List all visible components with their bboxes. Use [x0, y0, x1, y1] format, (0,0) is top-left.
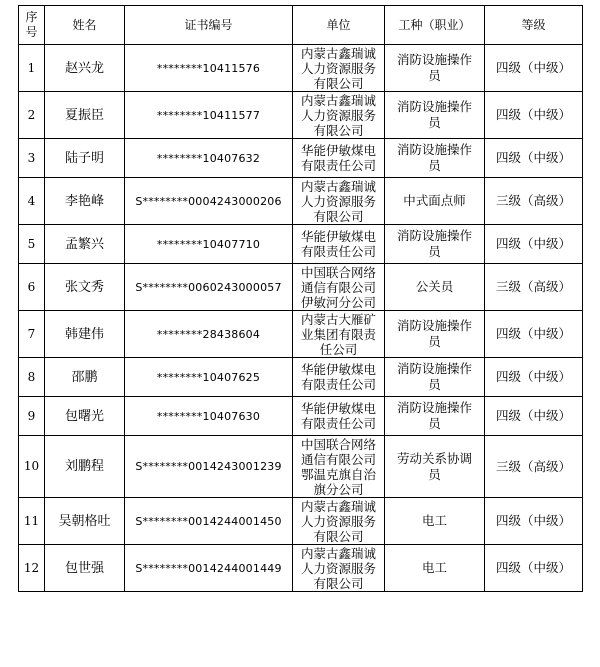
cell-cert: ********10411577	[125, 92, 293, 139]
cell-index: 4	[19, 178, 45, 225]
header-unit: 单位	[293, 6, 385, 45]
cell-unit: 内蒙古鑫瑞诚人力资源服务有限公司	[293, 92, 385, 139]
table-row	[19, 498, 583, 545]
cell-job: 公关员	[385, 264, 485, 311]
cell-cert: ********10407632	[125, 139, 293, 178]
cell-job: 中式面点师	[385, 178, 485, 225]
cell-job: 消防设施操作员	[385, 225, 485, 264]
cell-index: 8	[19, 358, 45, 397]
cell-index: 2	[19, 92, 45, 139]
cell-level: 四级（中级）	[485, 358, 583, 397]
cell-name: 李艳峰	[45, 178, 125, 225]
certificate-table	[18, 5, 583, 592]
cell-level: 四级（中级）	[485, 311, 583, 358]
cell-unit: 华能伊敏煤电有限责任公司	[293, 358, 385, 397]
cell-cert: S********0014244001450	[125, 498, 293, 545]
cell-job: 消防设施操作员	[385, 311, 485, 358]
cell-unit: 内蒙古大雁矿业集团有限责任公司	[293, 311, 385, 358]
cell-name: 夏振臣	[45, 92, 125, 139]
table-row	[19, 264, 583, 311]
table-row	[19, 545, 583, 592]
table-row	[19, 178, 583, 225]
cell-index: 5	[19, 225, 45, 264]
cell-cert: ********10411576	[125, 45, 293, 92]
cell-unit: 内蒙古鑫瑞诚人力资源服务有限公司	[293, 178, 385, 225]
cell-level: 四级（中级）	[485, 545, 583, 592]
cell-index: 11	[19, 498, 45, 545]
cell-job: 电工	[385, 498, 485, 545]
cell-name: 张文秀	[45, 264, 125, 311]
table-row	[19, 436, 583, 498]
cell-unit: 内蒙古鑫瑞诚人力资源服务有限公司	[293, 45, 385, 92]
cell-unit: 中国联合网络通信有限公司伊敏河分公司	[293, 264, 385, 311]
table-row	[19, 92, 583, 139]
cell-name: 赵兴龙	[45, 45, 125, 92]
cell-name: 包曙光	[45, 397, 125, 436]
cell-unit: 华能伊敏煤电有限责任公司	[293, 139, 385, 178]
cell-job: 消防设施操作员	[385, 92, 485, 139]
cell-job: 消防设施操作员	[385, 45, 485, 92]
header-cert: 证书编号	[125, 6, 293, 45]
cell-cert: ********10407630	[125, 397, 293, 436]
table-row	[19, 397, 583, 436]
cell-index: 7	[19, 311, 45, 358]
table-row	[19, 225, 583, 264]
cell-unit: 内蒙古鑫瑞诚人力资源服务有限公司	[293, 545, 385, 592]
cell-index: 3	[19, 139, 45, 178]
table-row	[19, 311, 583, 358]
cell-level: 四级（中级）	[485, 92, 583, 139]
cell-index: 6	[19, 264, 45, 311]
cell-unit: 华能伊敏煤电有限责任公司	[293, 397, 385, 436]
cell-job: 消防设施操作员	[385, 397, 485, 436]
cell-level: 三级（高级）	[485, 178, 583, 225]
cell-name: 吴朝格吐	[45, 498, 125, 545]
cell-level: 四级（中级）	[485, 225, 583, 264]
table-row	[19, 45, 583, 92]
header-name: 姓名	[45, 6, 125, 45]
table-header-row	[19, 6, 583, 45]
cell-level: 三级（高级）	[485, 436, 583, 498]
cell-unit: 内蒙古鑫瑞诚人力资源服务有限公司	[293, 498, 385, 545]
table-row	[19, 358, 583, 397]
cell-level: 四级（中级）	[485, 139, 583, 178]
header-job: 工种（职业）	[385, 6, 485, 45]
header-level: 等级	[485, 6, 583, 45]
cell-level: 三级（高级）	[485, 264, 583, 311]
cell-cert: ********10407710	[125, 225, 293, 264]
cell-cert: ********10407625	[125, 358, 293, 397]
cell-cert: ********28438604	[125, 311, 293, 358]
cell-index: 10	[19, 436, 45, 498]
cell-level: 四级（中级）	[485, 45, 583, 92]
cell-cert: S********0014244001449	[125, 545, 293, 592]
cell-name: 陆子明	[45, 139, 125, 178]
cell-job: 劳动关系协调员	[385, 436, 485, 498]
cell-index: 9	[19, 397, 45, 436]
cell-cert: S********0014243001239	[125, 436, 293, 498]
certificate-table-container	[18, 5, 583, 592]
cell-level: 四级（中级）	[485, 397, 583, 436]
table-row	[19, 139, 583, 178]
cell-unit: 中国联合网络通信有限公司鄂温克旗自治旗分公司	[293, 436, 385, 498]
cell-level: 四级（中级）	[485, 498, 583, 545]
cell-name: 刘鹏程	[45, 436, 125, 498]
cell-job: 消防设施操作员	[385, 358, 485, 397]
cell-cert: S********0060243000057	[125, 264, 293, 311]
cell-name: 邵鹏	[45, 358, 125, 397]
cell-name: 韩建伟	[45, 311, 125, 358]
cell-index: 1	[19, 45, 45, 92]
cell-job: 消防设施操作员	[385, 139, 485, 178]
header-index: 序号	[19, 6, 45, 45]
cell-unit: 华能伊敏煤电有限责任公司	[293, 225, 385, 264]
cell-cert: S********0004243000206	[125, 178, 293, 225]
cell-job: 电工	[385, 545, 485, 592]
cell-name: 孟繁兴	[45, 225, 125, 264]
cell-name: 包世强	[45, 545, 125, 592]
cell-index: 12	[19, 545, 45, 592]
